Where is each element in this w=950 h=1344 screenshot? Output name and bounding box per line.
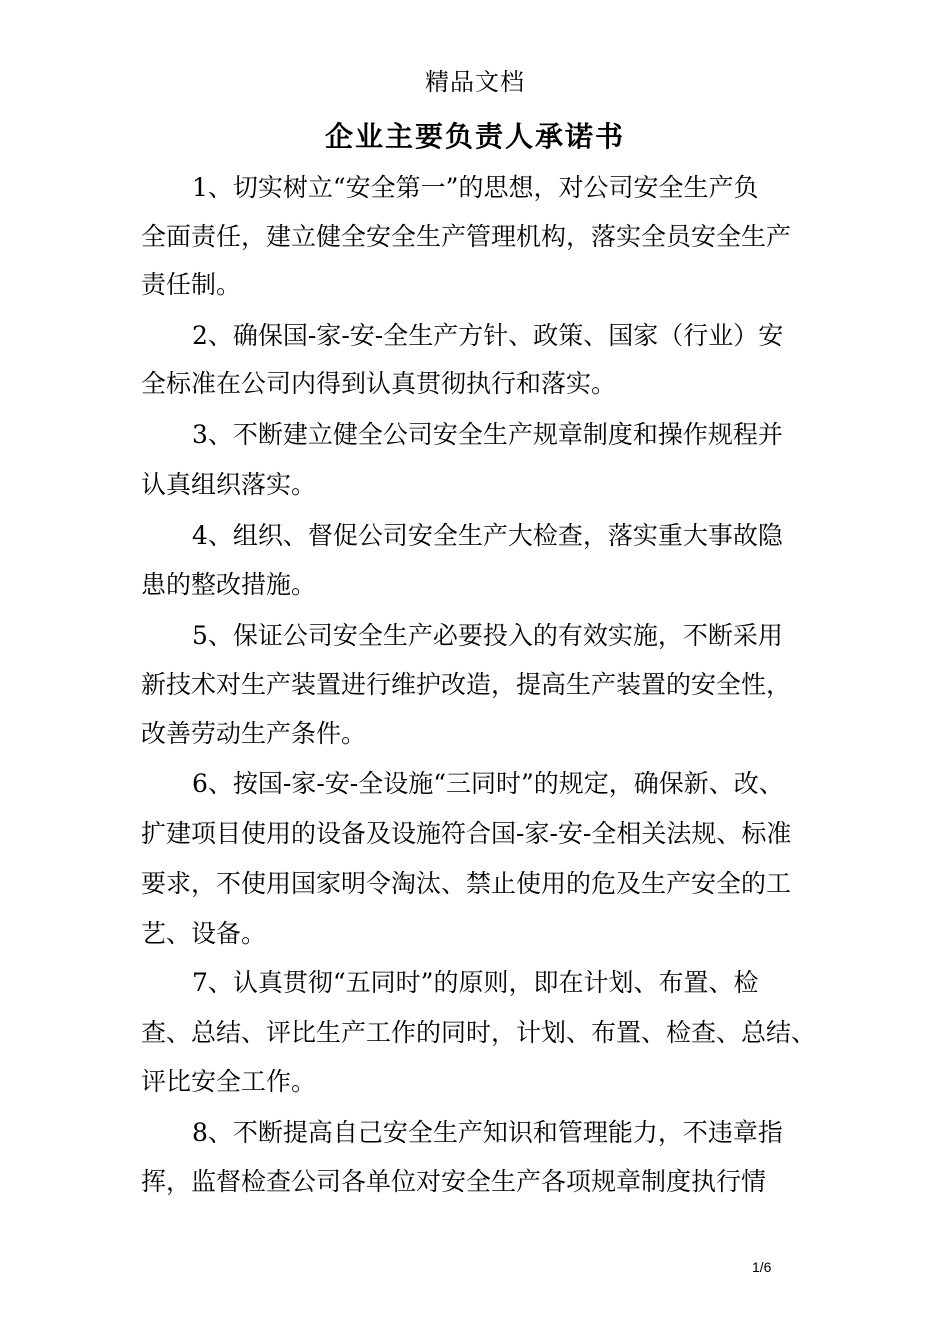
paragraph-4-line-2: 患的整改措施。: [141, 570, 317, 599]
paragraph-6-line-3: 要求，不使用国家明令淘汰、禁止使用的危及生产安全的工: [141, 869, 792, 898]
paragraph-7-line-3: 评比安全工作。: [141, 1067, 317, 1096]
paragraph-5-line-3: 改善劳动生产条件。: [141, 719, 367, 748]
paragraph-8-line-1: 8、不断提高自己安全生产知识和管理能力，不违章指: [192, 1118, 783, 1147]
paragraph-2-line-1: 2、确保国-家-安-全生产方针、政策、国家（行业）安: [192, 321, 784, 350]
paragraph-5-line-2: 新技术对生产装置进行维护改造，提高生产装置的安全性，: [141, 670, 792, 699]
page-number: 1/6: [752, 1259, 772, 1275]
paragraph-3-line-2: 认真组织落实。: [141, 470, 317, 499]
paragraph-3-line-1: 3、不断建立健全公司安全生产规章制度和操作规程并: [192, 420, 783, 449]
paragraph-5-line-1: 5、保证公司安全生产必要投入的有效实施，不断采用: [192, 621, 783, 650]
paragraph-4-line-1: 4、组织、督促公司安全生产大检查，落实重大事故隐: [192, 521, 783, 550]
paragraph-7-line-1: 7、认真贯彻“五同时”的原则，即在计划、布置、检: [192, 968, 759, 997]
paragraph-1-line-1: 1、切实树立“安全第一”的思想，对公司安全生产负: [192, 173, 759, 202]
paragraph-1-line-3: 责任制。: [141, 270, 242, 299]
paragraph-6-line-4: 艺、设备。: [141, 919, 267, 948]
document-header: 精品文档: [425, 68, 525, 96]
paragraph-6-line-2: 扩建项目使用的设备及设施符合国-家-安-全相关法规、标准: [141, 819, 792, 848]
paragraph-8-line-2: 挥，监督检查公司各单位对安全生产各项规章制度执行情: [141, 1167, 767, 1196]
paragraph-1-line-2: 全面责任，建立健全安全生产管理机构，落实全员安全生产: [141, 222, 792, 251]
document-title: 企业主要负责人承诺书: [324, 120, 625, 153]
paragraph-6-line-1: 6、按国-家-安-全设施“三同时”的规定，确保新、改、: [192, 769, 784, 798]
paragraph-7-line-2: 查、总结、评比生产工作的同时，计划、布置、检查、总结、: [141, 1018, 817, 1047]
paragraph-2-line-2: 全标准在公司内得到认真贯彻执行和落实。: [141, 369, 617, 398]
